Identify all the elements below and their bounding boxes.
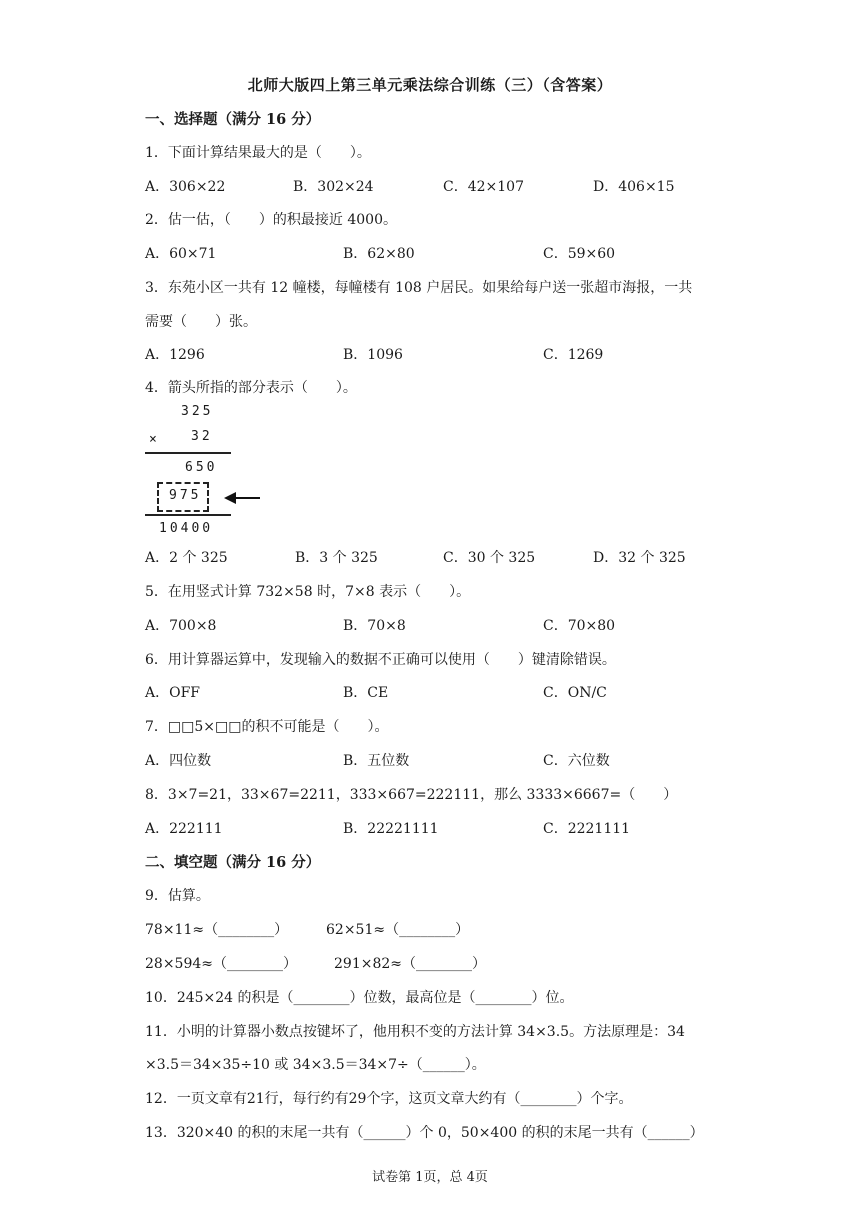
option-c: C．ON/C [543,685,607,701]
question-4: 4．箭头所指的部分表示（ ）。 [145,380,357,396]
section-heading-fill-in: 二、填空题（满分 16 分） [145,854,321,871]
option-b: B．22221111 [343,821,439,837]
arrow-left-icon [224,492,260,504]
question-6: 6．用计算器运算中，发现输入的数据不正确可以使用（ ）键清除错误。 [145,652,616,668]
multiplier: 32 [191,429,213,444]
option-b: B．五位数 [343,753,410,769]
document-title: 北师大版四上第三单元乘法综合训练（三）（含答案） [247,76,613,94]
option-c: C．70×80 [543,618,616,634]
question-12: 12．一页文章有21行，每行约有29个字，这页文章大约有（________）个字。 [145,1091,633,1107]
multiplicand: 325 [181,404,214,419]
option-a: A．60×71 [145,246,217,262]
option-b: B．62×80 [343,246,415,262]
question-7-options [145,750,745,770]
question-8: 8．3×7=21，33×67=2211，333×667=222111，那么 3333×6667=（ ） [145,787,678,803]
question-13: 13．320×40 的积的末尾一共有（______）个 0，50×400 的积的末尾一共有（______） [145,1125,704,1141]
option-a: A．OFF [145,685,201,701]
partial-product-1: 650 [185,460,218,475]
option-a: A．700×8 [145,618,217,634]
option-b: B．3 个 325 [295,550,378,566]
rule-line [145,514,231,516]
question-3-line-1: 3．东苑小区一共有 12 幢楼，每幢楼有 108 户居民。如果给每户送一张超市海报，一共 [145,280,693,296]
option-a: A．222111 [145,821,223,837]
question-3-options [145,344,745,364]
times-sign: × [149,432,160,447]
question-6-options [145,682,745,702]
option-b: B．70×8 [343,618,406,634]
option-d: D．406×15 [593,179,675,195]
question-9: 9．估算。 [145,888,210,904]
option-c: C．2221111 [543,821,631,837]
option-b: B．1096 [343,347,403,363]
question-7: 7．□□5×□□的积不可能是（ ）。 [145,719,389,735]
option-a: A．2 个 325 [145,550,228,566]
question-3-line-2: 需要（ ）张。 [145,314,257,330]
estimate-78x11: 78×11≈（________） [145,922,289,938]
question-4-options [145,547,745,567]
question-11-line-1: 11．小明的计算器小数点按键坏了，他用积不变的方法计算 34×3.5。方法原理是：34 [145,1024,685,1040]
option-a: A．1296 [145,347,205,363]
question-1: 1．下面计算结果最大的是（ ）。 [145,145,371,161]
question-10: 10．245×24 的积是（________）位数，最高位是（________）位。 [145,990,574,1006]
partial-product-2: 975 [169,488,202,503]
option-c: C．30 个 325 [443,550,536,566]
section-heading-choice: 一、选择题（满分 16 分） [145,111,321,128]
question-11-line-2: ×3.5＝34×35÷10 或 34×3.5＝34×7÷（______）。 [145,1057,486,1073]
option-c: C．六位数 [543,753,610,769]
option-c: C．59×60 [543,246,616,262]
option-a: A．四位数 [145,753,212,769]
rule-line [145,452,231,454]
vertical-multiplication [145,400,285,540]
question-2-options [145,243,745,263]
page-footer: 试卷第 1页，总 4页 [372,1170,488,1185]
estimate-291x82: 291×82≈（________） [334,956,486,972]
question-5: 5．在用竖式计算 732×58 时，7×8 表示（ ）。 [145,584,471,600]
question-8-options [145,818,745,838]
option-c: C．1269 [543,347,604,363]
question-5-options [145,615,745,635]
option-d: D．32 个 325 [593,550,686,566]
option-b: B．302×24 [293,179,374,195]
estimate-62x51: 62×51≈（________） [326,922,470,938]
option-c: C．42×107 [443,179,524,195]
question-1-options [145,176,745,196]
product: 10400 [159,521,214,536]
estimate-28x594: 28×594≈（________） [145,956,297,972]
question-2: 2．估一估，（ ）的积最接近 4000。 [145,212,397,228]
option-a: A．306×22 [145,179,226,195]
option-b: B．CE [343,685,389,701]
